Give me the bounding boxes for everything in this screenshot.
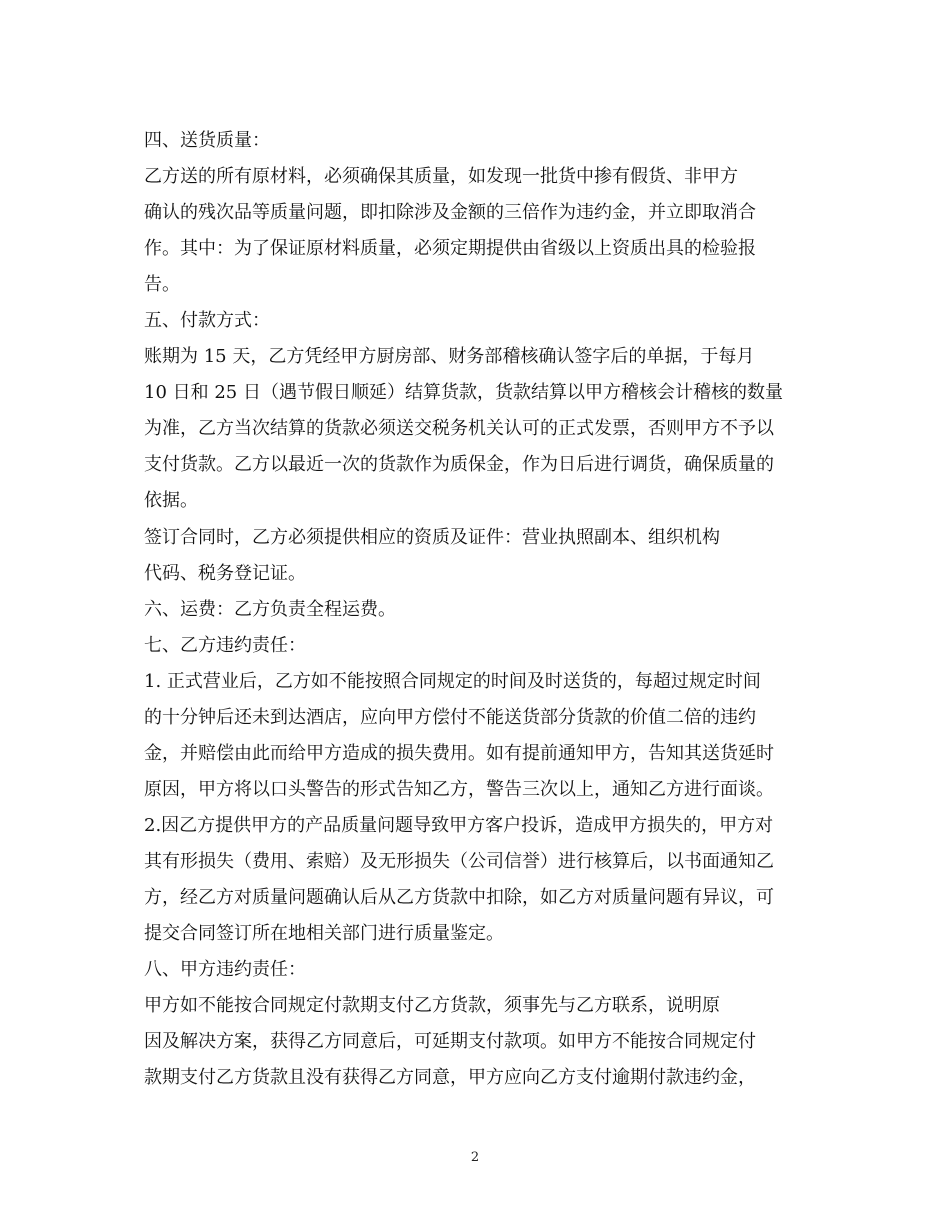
text-line: 乙方送的所有原材料，必须确保其质量，如发现一批货中掺有假货、非甲方 [144,166,738,188]
text-line: 六、运费：乙方负责全程运费。 [144,598,396,620]
text-line: 签订合同时，乙方必须提供相应的资质及证件：营业执照副本、组织机构 [144,526,720,548]
page-number: 2 [470,1150,480,1165]
text-line: 四、送货质量： [144,130,270,151]
text-line: 原因，甲方将以口头警告的形式告知乙方，警告三次以上，通知乙方进行面谈。 [144,778,774,800]
text-line: 提交合同签订所在地相关部门进行质量鉴定。 [144,923,504,945]
text-line: 10 日和 25 日（遇节假日顺延）结算货款，货款结算以甲方稽核会计稽核的数量 [144,382,783,404]
text-line: 甲方如不能按合同规定付款期支付乙方货款，须事先与乙方联系，说明原 [144,995,720,1017]
text-line: 款期支付乙方货款且没有获得乙方同意，甲方应向乙方支付逾期付款违约金， [144,1067,756,1089]
text-line: 2.因乙方提供甲方的产品质量问题导致甲方客户投诉，造成甲方损失的，甲方对 [144,814,774,836]
text-line: 账期为 15 天，乙方凭经甲方厨房部、财务部稽核确认签字后的单据，于每月 [144,346,755,368]
text-line: 方，经乙方对质量问题确认后从乙方货款中扣除，如乙方对质量问题有异议，可 [144,886,774,908]
text-line: 确认的残次品等质量问题，即扣除涉及金额的三倍作为违约金，并立即取消合 [144,202,756,224]
text-line: 支付货款。乙方以最近一次的货款作为质保金，作为日后进行调货，确保质量的 [144,454,774,476]
text-line: 五、付款方式： [144,310,270,332]
text-line: 其有形损失（费用、索赔）及无形损失（公司信誉）进行核算后，以书面通知乙 [144,850,774,872]
text-line: 金，并赔偿由此而给甲方造成的损失费用。如有提前通知甲方，告知其送货延时 [144,742,774,764]
text-line: 为准，乙方当次结算的货款必须送交税务机关认可的正式发票，否则甲方不予以 [144,418,774,440]
text-line: 1. 正式营业后，乙方如不能按照合同规定的时间及时送货的，每超过规定时间 [144,670,761,692]
text-line: 七、乙方违约责任： [144,634,306,656]
text-line: 八、甲方违约责任： [144,959,306,981]
text-line: 因及解决方案，获得乙方同意后，可延期支付款项。如甲方不能按合同规定付 [144,1031,756,1053]
text-line: 的十分钟后还未到达酒店，应向甲方偿付不能送货部分货款的价值二倍的违约 [144,706,756,728]
text-line: 作。其中：为了保证原材料质量，必须定期提供由省级以上资质出具的检验报 [144,238,756,260]
document-body [144,130,814,1103]
text-line: 依据。 [144,490,198,512]
text-line: 代码、税务登记证。 [144,562,306,584]
text-line: 告。 [144,274,180,296]
